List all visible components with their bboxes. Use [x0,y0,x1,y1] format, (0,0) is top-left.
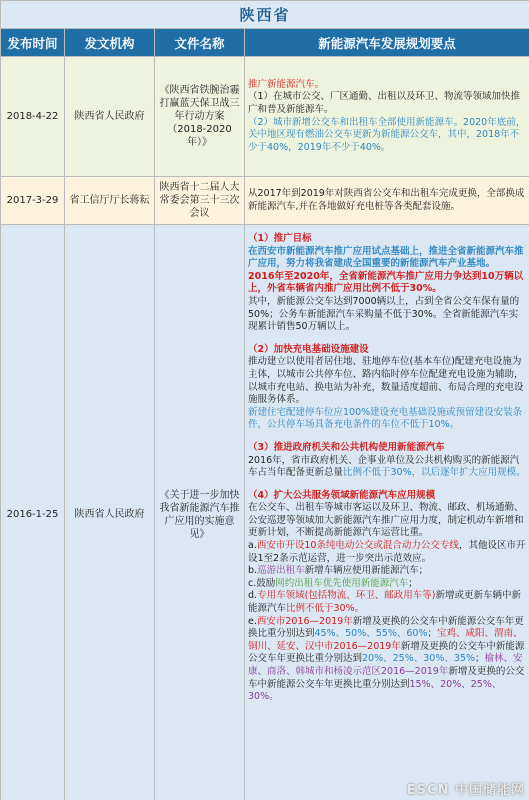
text-span: ，其他设区市开设1至2条示范运营，进一步突出示范效应。 [248,540,526,564]
row-agency: 省工信厅厅长蒋耘 [65,177,155,225]
section-text: 在公交车、出租车等城市客运以及环卫、物流、邮政、机场通勤、公安巡逻等领域加大新能源汽车推广应用力度，制定机动车新增和更新计划，不断提高新能源汽车运营比重。 [248,502,524,539]
title-row [1,1,529,29]
row-doc: 《关于进一步加快我省新能源汽车推广应用的实施意见》 [155,225,245,800]
row-points [245,57,529,177]
header-doc: 文件名称 [155,29,245,57]
section-text [248,565,526,578]
text-span: 新增及更换的公交车中新能源公交车年更换比重分别达到 [248,666,525,690]
point-heading: 推广新能源汽车。 [248,78,325,90]
header-agency: 发文机构 [65,29,155,57]
table-row [1,177,529,225]
text-span: 新增或更新车辆中新能源汽车 [248,590,521,615]
watermark: ESCN 中国储能网 [406,783,525,798]
section-text [248,540,526,565]
text-span: c.鼓励 [248,577,276,589]
text-span: 新增及更换的公交车中新能源公交车年更换比重分别达到 [248,615,524,640]
point-text: （1）在城市公交、厂区通勤、出租以及环卫、物流等领域加快推广和普及新能源车。 [248,91,521,115]
section-text: 2016年至2020年，全省新能源汽车推广应用力争达到10万辆以上，外省车辆省内推广应用比例不低于30%。 [248,270,524,295]
section-text: 推动建立以使用者居住地、驻地停车位(基本车位)配建充电设施为主体，以城市公共停车位、路内临时停车位配建充电设施为辅助，以城市充电站、换电站为补充，数量适度超前、布局合理的充电设施服务体系。 [248,356,524,406]
text-span: 45%、50%、55%、60% [314,628,428,640]
table-row [1,225,529,800]
section-text [248,455,526,480]
section-text: 在西安市新能源汽车推广应用试点基础上，推进全省新能源汽车推广应用，努力将我省建成全国重要的新能源汽车产业基地。 [248,245,524,270]
row-doc: 《陕西省铁腕治霾打赢蓝天保卫战三年行动方案（2018-2020年）》 [155,57,245,177]
text-span: 新增及更换的公交车中新能源公交车年更换比重分别达到 [248,640,525,665]
section-text [248,616,526,704]
row-agency: 陕西省人民政府 [65,225,155,800]
table-row [1,57,529,177]
text-span: 宝鸡、咸阳、渭南、铜川、延安、汉中市2016—2019年 [248,628,523,652]
section-text: 其中，新能源公交车达到7000辆以上，占到全省公交车保有量的50%；公务车新能源汽车采购量不低于30%。全省新能源汽车实现累计销售50万辆以上。 [248,295,520,333]
row-points [245,225,529,800]
row-date: 2016-1-25 [1,225,65,800]
text-span: b. [248,565,258,577]
row-date: 2018-4-22 [1,57,65,177]
row-points: 从2017年到2019年对陕西省公交车和出租车完成更换，全部换成新能源汽车,并在各地做好充电桩等各类配套设施。 [245,177,529,225]
section-text [248,578,526,591]
text-span: 西安市2016—2019年 [256,615,353,627]
header-date: 发布时间 [1,29,65,57]
section-title: （4）扩大公共服务领域新能源汽车应用规模 [248,489,436,501]
header-row [1,29,529,57]
text-span: 15%、20%、25%、30%。 [248,678,502,703]
text-span: 20%、25%、30%、35% [362,653,475,665]
text-span: 巡游出租车 [257,565,305,577]
row-date: 2017-3-29 [1,177,65,225]
point-text: （2）城市新增公交车和出租车全部使用新能源车。2020年底前，关中地区现有燃油公交车更新为新能源公交车，其中，2018年不少于40%，2019年不少于40%。 [248,116,526,153]
table-title: 陕西省 [1,1,529,29]
text-span: 比例不低于30%，以后逐年扩大应用规模。 [343,467,526,479]
section-title: （3）推进政府机关和公共机构使用新能源汽车 [248,441,445,453]
section-title: （2）加快充电基础设施建设 [248,343,369,355]
text-span: ； [408,577,418,589]
section-title: （1）推广目标 [248,233,312,244]
section-text: 新建住宅配建停车位应100%建设充电基础设施或预留建设安装条件，公共停车场具备充电条件的车位不低于10%。 [248,406,523,431]
text-span: 专用车领域(包括物流、环卫、邮政用车等) [257,590,436,602]
text-span: d. [248,590,258,602]
text-span: ； [474,653,485,665]
text-span: 比例不低于30%。 [286,603,365,615]
text-span: e. [248,615,257,627]
text-span: 新增车辆应使用新能源汽车； [304,565,429,577]
section-text [248,590,526,615]
header-points: 新能源汽车发展规划要点 [245,29,529,57]
row-agency: 陕西省人民政府 [65,57,155,177]
text-span: 网约出租车优先使用新能源汽车 [275,577,409,589]
text-span: 西安市开设10条纯电动公交或混合动力公交专线 [256,540,459,552]
text-span: 2016年，省市政府机关、企事业单位及公共机构购买的新能源汽车占当年配备更新总量 [248,454,520,479]
text-span: ； [427,628,437,640]
row-doc: 陕西省十二届人大常委会第三十三次会议 [155,177,245,225]
text-span: a. [248,540,257,552]
text-span: 榆林、安康、商洛、韩城市和杨凌示范区2016—2019年 [248,653,523,677]
